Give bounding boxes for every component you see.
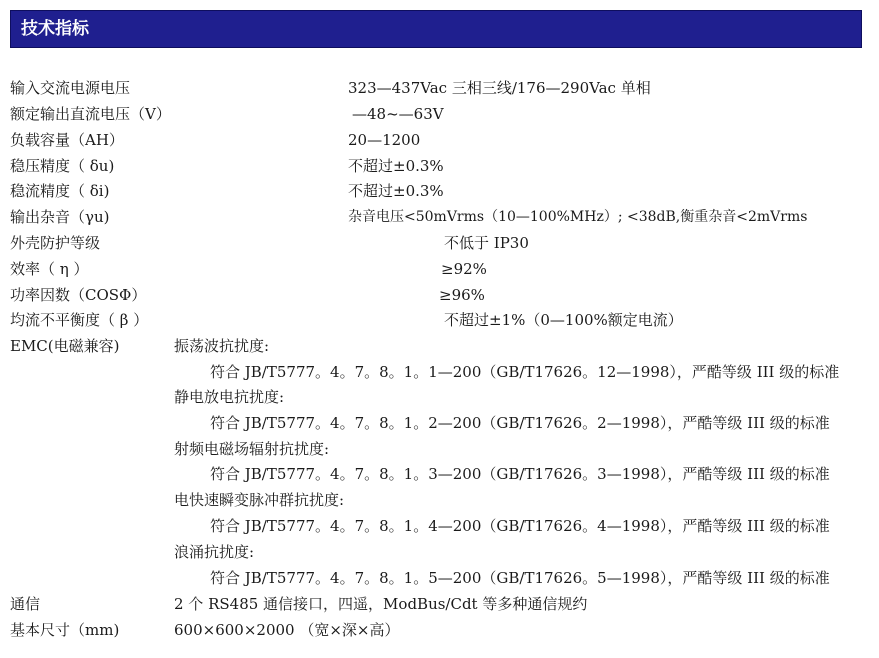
spec-value: 20—1200 <box>348 131 421 149</box>
emc-item-name: 静电放电抗扰度: <box>174 388 285 406</box>
spec-value: 不超过±0.3% <box>348 182 444 200</box>
emc-item-standard: 符合 JB/T5777。4。7。8。1。1—200（GB/T17626。12—1998），严酷等级 III 级的标准 <box>210 363 840 381</box>
emc-item-name: 振荡波抗扰度: <box>174 337 270 355</box>
spec-value: 323—437Vac 三相三线/176—290Vac 单相 <box>348 79 651 97</box>
emc-item-standard: 符合 JB/T5777。4。7。8。1。3—200（GB/T17626。3—1998），严酷等级 III 级的标准 <box>210 465 830 483</box>
section-header <box>10 10 862 48</box>
emc-item-name: 电快速瞬变脉冲群抗扰度: <box>174 491 345 509</box>
spec-label: 效率（ η ） <box>10 260 89 278</box>
spec-label: 稳流精度（ δi) <box>10 182 110 200</box>
spec-value: 不低于 IP30 <box>444 234 529 252</box>
communication-label: 通信 <box>10 595 41 613</box>
spec-value: 杂音电压<50mVrms（10—100%MHz）; <38dB,衡重杂音<2mVrms <box>348 209 808 225</box>
spec-label: 功率因数（COSΦ） <box>10 286 147 304</box>
spec-label: 额定输出直流电压（V） <box>10 105 171 123</box>
spec-label: 外壳防护等级 <box>10 234 101 252</box>
emc-item-name: 浪涌抗扰度: <box>174 543 255 561</box>
spec-label: 均流不平衡度（ β ） <box>10 311 149 329</box>
emc-label: EMC(电磁兼容) <box>10 337 120 355</box>
communication-value: 2 个 RS485 通信接口，四遥，ModBus/Cdt 等多种通信规约 <box>174 595 588 613</box>
section-title: 技术指标 <box>21 19 89 39</box>
emc-item-standard: 符合 JB/T5777。4。7。8。1。4—200（GB/T17626。4—1998），严酷等级 III 级的标准 <box>210 517 830 535</box>
spec-value: ≥96% <box>439 286 485 304</box>
spec-value: 不超过±0.3% <box>348 157 444 175</box>
dimensions-value: 600×600×2000 （宽×深×高） <box>174 621 400 639</box>
spec-label: 稳压精度（ δu) <box>10 157 115 175</box>
dimensions-label: 基本尺寸（mm) <box>10 621 120 639</box>
spec-label: 负载容量（AH） <box>10 131 124 149</box>
spec-label: 输入交流电源电压 <box>10 79 131 97</box>
spec-value: ≥92% <box>441 260 487 278</box>
emc-item-name: 射频电磁场辐射抗扰度: <box>174 440 330 458</box>
spec-value: —48~—63V <box>352 105 444 123</box>
spec-value: 不超过±1%（0—100%额定电流） <box>444 311 683 329</box>
emc-item-standard: 符合 JB/T5777。4。7。8。1。2—200（GB/T17626。2—1998），严酷等级 III 级的标准 <box>210 414 830 432</box>
spec-label: 输出杂音（γu) <box>10 208 110 226</box>
emc-item-standard: 符合 JB/T5777。4。7。8。1。5—200（GB/T17626。5—1998），严酷等级 III 级的标准 <box>210 569 830 587</box>
